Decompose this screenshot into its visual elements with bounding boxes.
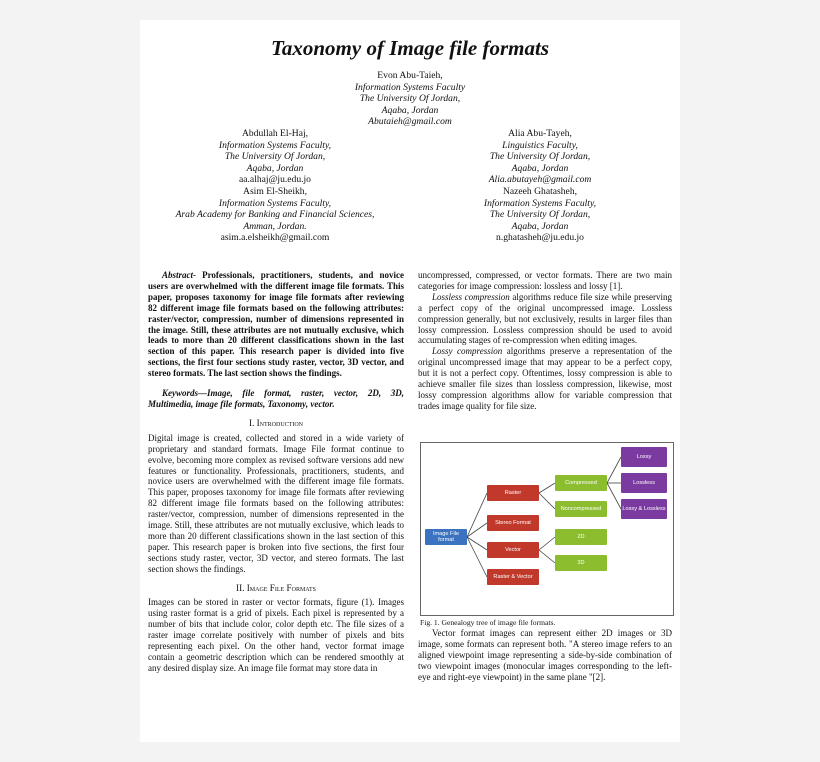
author-email: asim.a.elsheikh@gmail.com	[220, 232, 330, 244]
author-name: Alia Abu-Tayeh,	[508, 128, 572, 139]
node-3d: 3D	[555, 555, 607, 571]
figure-caption: Fig. 1. Genealogy tree of image file formats.	[420, 618, 556, 627]
paper-title: Taxonomy of Image file formats	[270, 36, 550, 60]
node-raster-vector: Raster & Vector	[487, 569, 539, 585]
right-column-bottom	[418, 628, 672, 683]
author-affiliation: Aqaba, Jordan	[511, 162, 569, 174]
author-email: Abutaieh@gmail.com	[368, 116, 452, 128]
author-affiliation: Aqaba, Jordan	[381, 104, 439, 116]
lossless-paragraph: Lossless compression algorithms reduce file size while preserving a perfect copy of the original uncompressed image. Lossless compression generally, but not exclusively, results in larger files than lossy compression. Lossless compression should be used to avoid accumulating stages of re-compression when editing images.	[418, 291, 672, 346]
author-affiliation: Information Systems Faculty	[354, 81, 466, 93]
author-affiliation: Linguistics Faculty,	[502, 139, 578, 151]
keywords: Keywords—Image, file format, raster, vector, 2D, 3D, Multimedia, image file formats, Taxonomy, vector.	[148, 388, 404, 409]
author-affiliation: Information Systems Faculty,	[218, 139, 332, 151]
author-affiliation: The University Of Jordan,	[359, 93, 461, 105]
compression-text: uncompressed, compressed, or vector formats. There are two main categories for image compression: lossless and lossy [1].	[418, 270, 672, 291]
author-affiliation: Information Systems Faculty,	[483, 197, 597, 209]
right-column-top	[418, 270, 672, 412]
author-name: Nazeeh Ghatasheh,	[502, 185, 578, 197]
node-image-file-format: Image File format	[425, 529, 467, 545]
author-affiliation: The University Of Jordan,	[489, 151, 591, 163]
author-left	[140, 128, 410, 244]
vector-paragraph: Vector format images can represent either 2D images or 3D image, some formats can represent both. "A stereo image refers to an aligned viewpoint image representing a side-by-side combination of two viewpoint images (monocular images corresponding to the left-eye and right-eye viewpoint) in the same plane "[2].	[418, 628, 672, 682]
author-name: Abdullah El-Haj,	[241, 128, 309, 139]
node-2d: 2D	[555, 529, 607, 545]
node-raster: Raster	[487, 485, 539, 501]
node-noncompressed: Noncompressed	[555, 501, 607, 517]
section-heading-introduction: I. Introduction	[248, 417, 304, 428]
node-stereo-format: Stereo Format	[487, 515, 539, 531]
author-affiliation: Aqaba, Jordan	[246, 162, 304, 174]
section-heading-image-file-formats: II. Image File Formats	[236, 582, 316, 593]
author-affiliation: Information Systems Faculty,	[218, 197, 332, 209]
author-name: Asim El-Sheikh,	[243, 185, 307, 197]
node-vector: Vector	[487, 542, 539, 558]
node-compressed: Compressed	[555, 475, 607, 491]
abstract: Abstract- Professionals, practitioners, students, and novice users are overwhelmed with the different image file formats. This paper, proposes taxonomy for image file formats after reviewing 82 different image file formats based on the following attributes: raster/vector, compression, number of dimensions represented in the image. Still, these attributes are not mutually exclusive, which leads to more than 20 different classifications shown in the last section of this paper. This research paper is divided into five sections, the first four sections study raster, vector, 3D vector, and stereo formats. The last section shows the findings.	[148, 270, 404, 379]
node-lossy: Lossy	[621, 447, 667, 467]
author-affiliation: Amman, Jordan.	[243, 220, 307, 232]
image-file-formats-text: Images can be stored in raster or vector formats, figure (1). Images using raster format is a grid of pixels. Each pixel is represented by a number of bits that include color, color depth etc. The file sizes of a raster image correlate positively with number of pixels and bits representing each pixel. On the other hand, vector format image contain a geometric description which can be rendered smoothly at any desired display size. An image file format may store data in	[148, 597, 404, 673]
paper-page	[140, 20, 680, 742]
author-email: n.ghatasheh@ju.edu.jo	[496, 232, 584, 244]
author-affiliation: Arab Academy for Banking and Financial Sciences,	[175, 209, 375, 221]
author-top	[290, 70, 530, 128]
introduction-text: Digital image is created, collected and stored in a wide variety of proprietary and standard formats. Image File format continue to evolve, becoming more complex as revised software versions add new features or functionality. Professionals, practitioners, students, and novice users are overwhelmed with the different image file formats. This paper, proposes taxonomy for image file formats after reviewing 82 different image file formats based on the following attributes: raster/vector, compression, number of dimensions represented in the image. Still, these attributes are not mutually exclusive, which leads to more than 20 different classifications shown in the last section of this paper. This research paper is broken into five sections, the first four sections study raster, vector, 3D vector, and stereo formats. The last section shows the findings.	[148, 432, 404, 574]
left-column	[148, 270, 404, 674]
lossy-paragraph: Lossy compression algorithms preserve a representation of the original uncompressed image that may appear to be a perfect copy, but it is not a perfect copy. Oftentimes, lossy compression is able to achieve smaller file sizes than lossless compression, likewise, most lossy compression algorithms allow for variable compression that trades image quality for file size.	[418, 346, 672, 411]
author-email: Alia.abutayeh@gmail.com	[488, 174, 592, 186]
node-lossy-lossless: Lossy & Lossless	[621, 499, 667, 519]
author-affiliation: Aqaba, Jordan	[511, 220, 569, 232]
node-lossless: Lossless	[621, 473, 667, 493]
author-affiliation: The University Of Jordan,	[224, 151, 326, 163]
author-affiliation: The University Of Jordan,	[489, 209, 591, 221]
author-name: Evon Abu-Taieh,	[377, 70, 443, 81]
author-email: aa.alhaj@ju.edu.jo	[239, 174, 311, 186]
genealogy-figure	[420, 442, 674, 616]
author-right	[410, 128, 670, 244]
